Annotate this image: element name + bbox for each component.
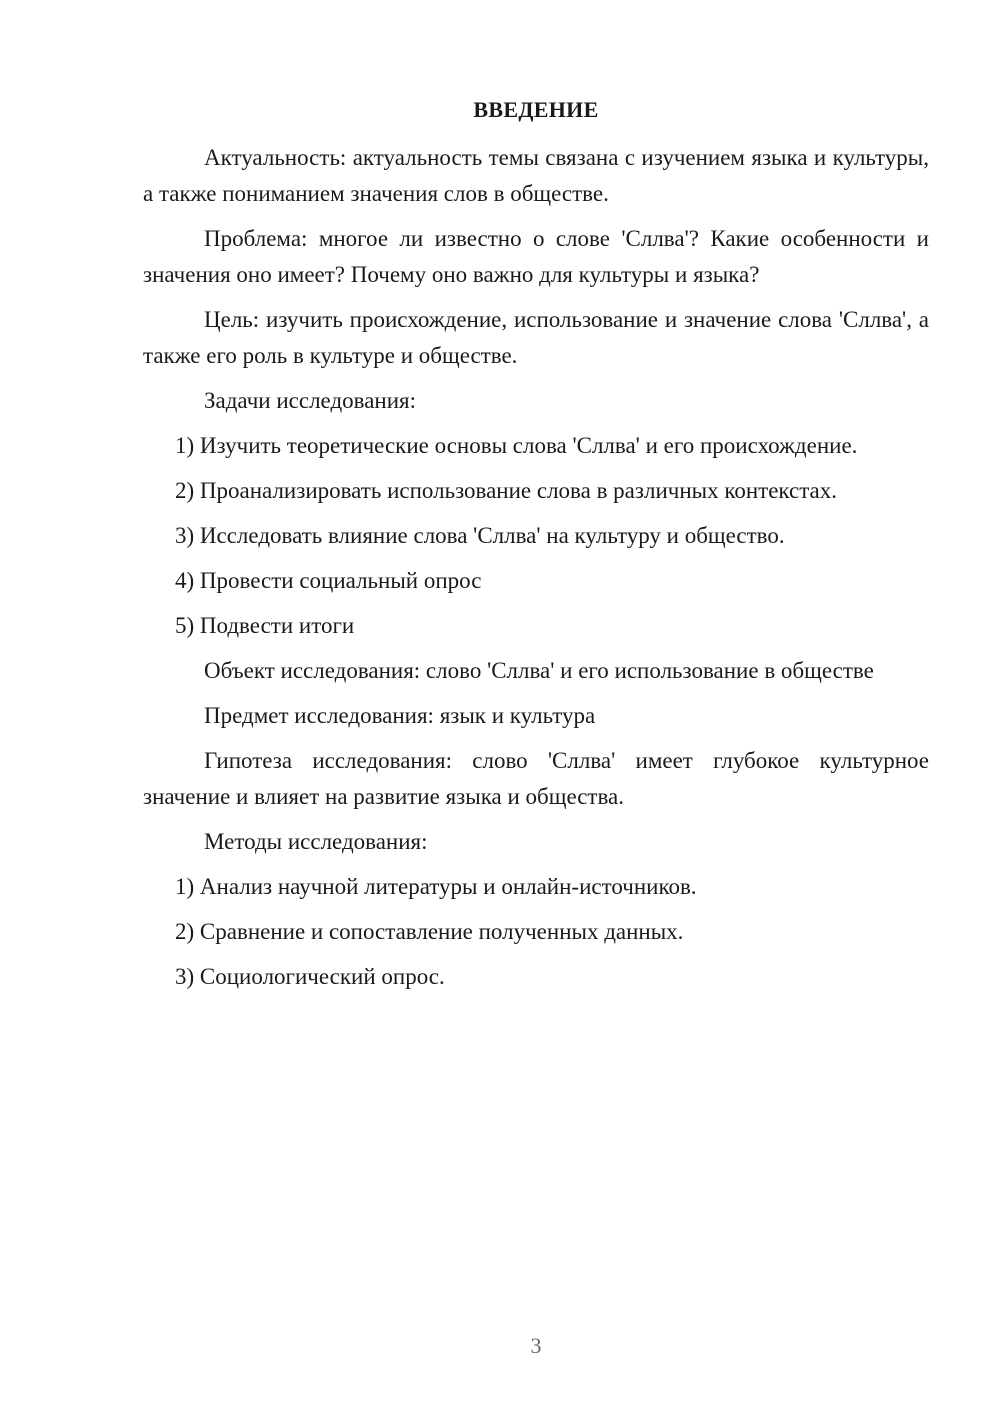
method-item-2: 2) Сравнение и сопоставление полученных данных. <box>175 919 684 944</box>
task-item-2: 2) Проанализировать использование слова в различных контекстах. <box>175 478 838 503</box>
task-item-3: 3) Исследовать влияние слова 'Сллва' на культуру и общество. <box>175 523 785 548</box>
page-number: 3 <box>530 1333 542 1358</box>
page-content <box>143 95 929 1004</box>
methods-heading: Методы исследования: <box>204 829 428 854</box>
method-item-1: 1) Анализ научной литературы и онлайн-источников. <box>175 874 697 899</box>
method-item-3: 3) Социологический опрос. <box>175 964 445 989</box>
hypothesis-paragraph: Гипотеза исследования: слово 'Сллва' имеет глубокое культурное значение и влияет на развитие языка и общества. <box>143 748 929 809</box>
problem-paragraph: Проблема: многое ли известно о слове 'Сллва'? Какие особенности и значения оно имеет? Почему оно важно для культуры и языка? <box>143 226 929 287</box>
task-item-5: 5) Подвести итоги <box>175 613 355 638</box>
subject-paragraph: Предмет исследования: язык и культура <box>204 703 596 728</box>
task-item-4: 4) Провести социальный опрос <box>175 568 482 593</box>
section-title: ВВЕДЕНИЕ <box>473 97 599 122</box>
task-item-1: 1) Изучить теоретические основы слова 'Сллва' и его происхождение. <box>175 433 858 458</box>
object-paragraph: Объект исследования: слово 'Сллва' и его использование в обществе <box>204 658 874 683</box>
relevance-paragraph: Актуальность: актуальность темы связана с изучением языка и культуры, а также пониманием значения слов в обществе. <box>143 145 929 206</box>
goal-paragraph: Цель: изучить происхождение, использование и значение слова 'Сллва', а также его роль в культуре и обществе. <box>143 307 929 368</box>
tasks-heading: Задачи исследования: <box>204 388 417 413</box>
